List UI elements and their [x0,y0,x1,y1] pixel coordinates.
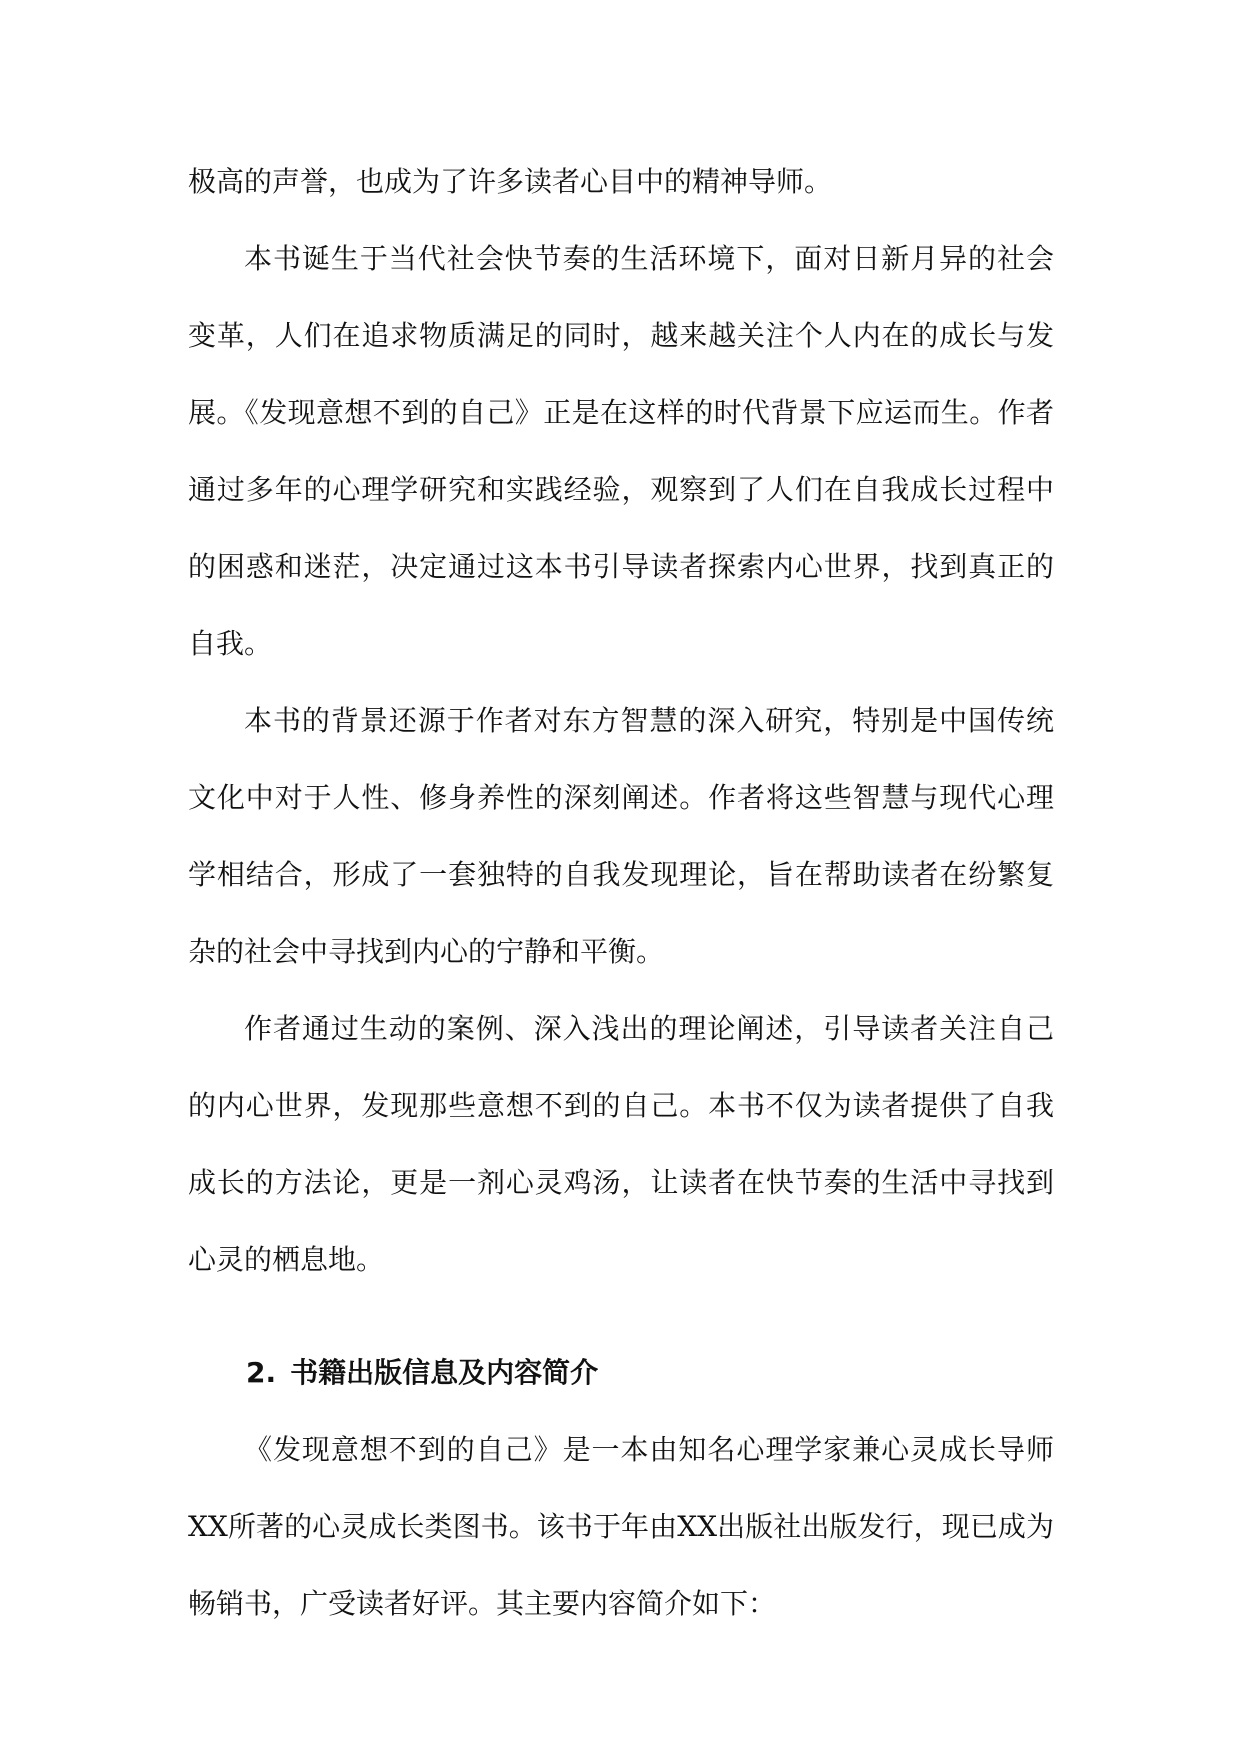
document-page [188,143,1054,1642]
paragraph-1: 极高的声誉，也成为了许多读者心目中的精神导师。 [188,165,833,198]
section-heading [188,1334,1054,1411]
section-number: 2. [246,1356,277,1389]
section-title: 书籍出版信息及内容简介 [290,1356,599,1389]
paragraph-5: 《发现意想不到的自己》是一本由知名心理学家兼心灵成长导师XX所著的心灵成长类图书。该书于年由XX出版社出版发行，现已成为畅销书，广受读者好评。其主要内容简介如下： [188,1433,1054,1620]
paragraph-3: 本书的背景还源于作者对东方智慧的深入研究，特别是中国传统文化中对于人性、修身养性的深刻阐述。作者将这些智慧与现代心理学相结合，形成了一套独特的自我发现理论，旨在帮助读者在纷繁复杂的社会中寻找到内心的宁静和平衡。 [188,704,1054,968]
paragraph-4: 作者通过生动的案例、深入浅出的理论阐述，引导读者关注自己的内心世界，发现那些意想不到的自己。本书不仅为读者提供了自我成长的方法论，更是一剂心灵鸡汤，让读者在快节奏的生活中寻找到心灵的栖息地。 [188,1012,1054,1276]
paragraph-2: 本书诞生于当代社会快节奏的生活环境下，面对日新月异的社会变革，人们在追求物质满足的同时，越来越关注个人内在的成长与发展。《发现意想不到的自己》正是在这样的时代背景下应运而生。作者通过多年的心理学研究和实践经验，观察到了人们在自我成长过程中的困惑和迷茫，决定通过这本书引导读者探索内心世界，找到真正的自我。 [188,242,1054,660]
